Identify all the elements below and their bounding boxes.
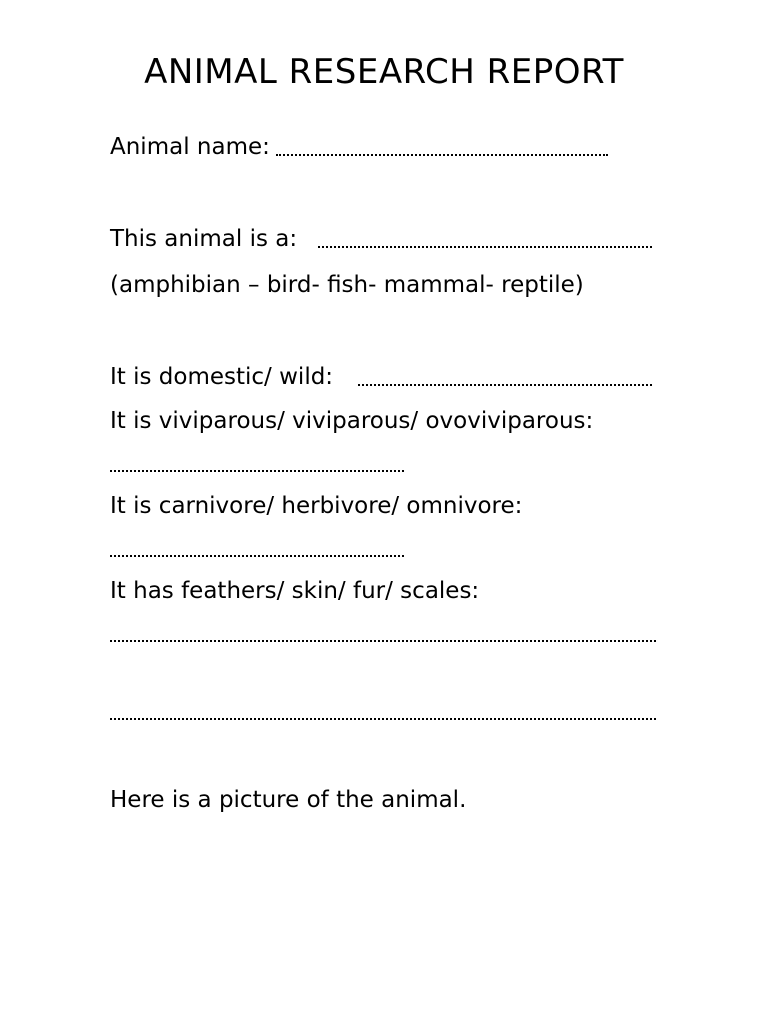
animal-name-label: Animal name: [110, 134, 270, 160]
animal-type-blank[interactable] [318, 244, 652, 248]
reproduction-label: It is viviparous/ viviparous/ ovoviviparous: [110, 408, 594, 434]
animal-name-row [110, 132, 270, 162]
animal-type-label: This animal is a: [110, 226, 298, 252]
reproduction-blank[interactable] [110, 468, 404, 472]
covering-blank-1[interactable] [110, 638, 656, 642]
covering-label: It has feathers/ skin/ fur/ scales: [110, 578, 480, 604]
diet-label: It is carnivore/ herbivore/ omnivore: [110, 493, 523, 519]
page-title: ANIMAL RESEARCH REPORT [144, 52, 624, 92]
animal-name-blank[interactable] [276, 152, 608, 156]
domestic-wild-label: It is domestic/ wild: [110, 364, 334, 390]
covering-blank-2[interactable] [110, 716, 656, 720]
picture-label: Here is a picture of the animal. [110, 787, 467, 813]
diet-blank[interactable] [110, 553, 404, 557]
domestic-wild-blank[interactable] [358, 382, 652, 386]
domestic-wild-row [110, 362, 333, 392]
animal-type-options: (amphibian – bird- fish- mammal- reptile) [110, 272, 584, 298]
animal-type-row [110, 224, 297, 254]
